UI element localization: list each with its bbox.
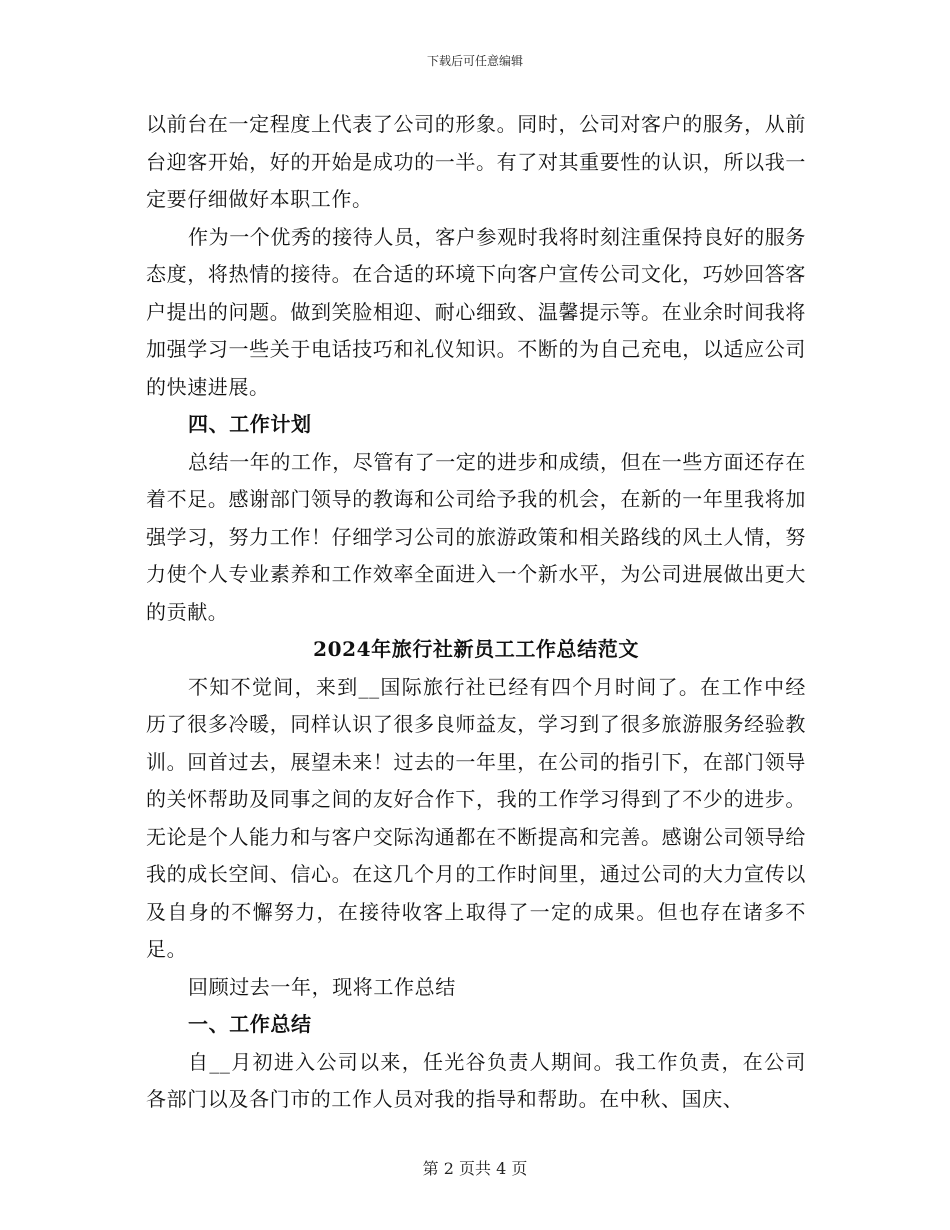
page-footer: 第 2 页共 4 页: [422, 1159, 528, 1178]
paragraph: 作为一个优秀的接待人员，客户参观时我将时刻注重保持良好的服务态度，将热情的接待。在合适的环境下向客户宣传公司文化，巧妙回答客户提出的问题。做到笑脸相迎、耐心细致、温馨提示等。在业余时间我将加强学习一些关于电话技巧和礼仪知识。不断的为自己充电，以适应公司的快速进展。: [146, 224, 806, 399]
paragraph: 回顾过去一年，现将工作总结: [188, 974, 456, 999]
paragraph: 自__月初进入公司以来，任光谷负责人期间。我工作负责，在公司各部门以及各门市的工作人员对我的指导和帮助。在中秋、国庆、: [146, 1049, 806, 1111]
paragraph: 总结一年的工作，尽管有了一定的进步和成绩，但在一些方面还存在着不足。感谢部门领导的教诲和公司给予我的机会，在新的一年里我将加强学习，努力工作！仔细学习公司的旅游政策和相关路线的风土人情，努力使个人专业素养和工作效率全面进入一个新水平，为公司进展做出更大的贡献。: [146, 449, 806, 624]
paragraph: 不知不觉间，来到__国际旅行社已经有四个月时间了。在工作中经历了很多冷暖，同样认识了很多良师益友，学习到了很多旅游服务经验教训。回首过去，展望未来！过去的一年里，在公司的指引下，在部门领导的关怀帮助及同事之间的友好合作下，我的工作学习得到了不少的进步。无论是个人能力和与客户交际沟通都在不断提高和完善。感谢公司领导给我的成长空间、信心。在这几个月的工作时间里，通过公司的大力宣传以及自身的不懈努力，在接待收客上取得了一定的成果。但也存在诸多不足。: [146, 674, 806, 961]
document-body: [146, 106, 806, 1119]
document-title: 2024年旅行社新员工工作总结范文: [313, 637, 639, 661]
section-heading: 四、工作计划: [188, 412, 312, 436]
section-heading: 一、工作总结: [188, 1012, 312, 1036]
paragraph: 以前台在一定程度上代表了公司的形象。同时，公司对客户的服务，从前台迎客开始，好的开始是成功的一半。有了对其重要性的认识，所以我一定要仔细做好本职工作。: [146, 112, 806, 211]
page-header: 下载后可任意编辑: [426, 54, 523, 68]
